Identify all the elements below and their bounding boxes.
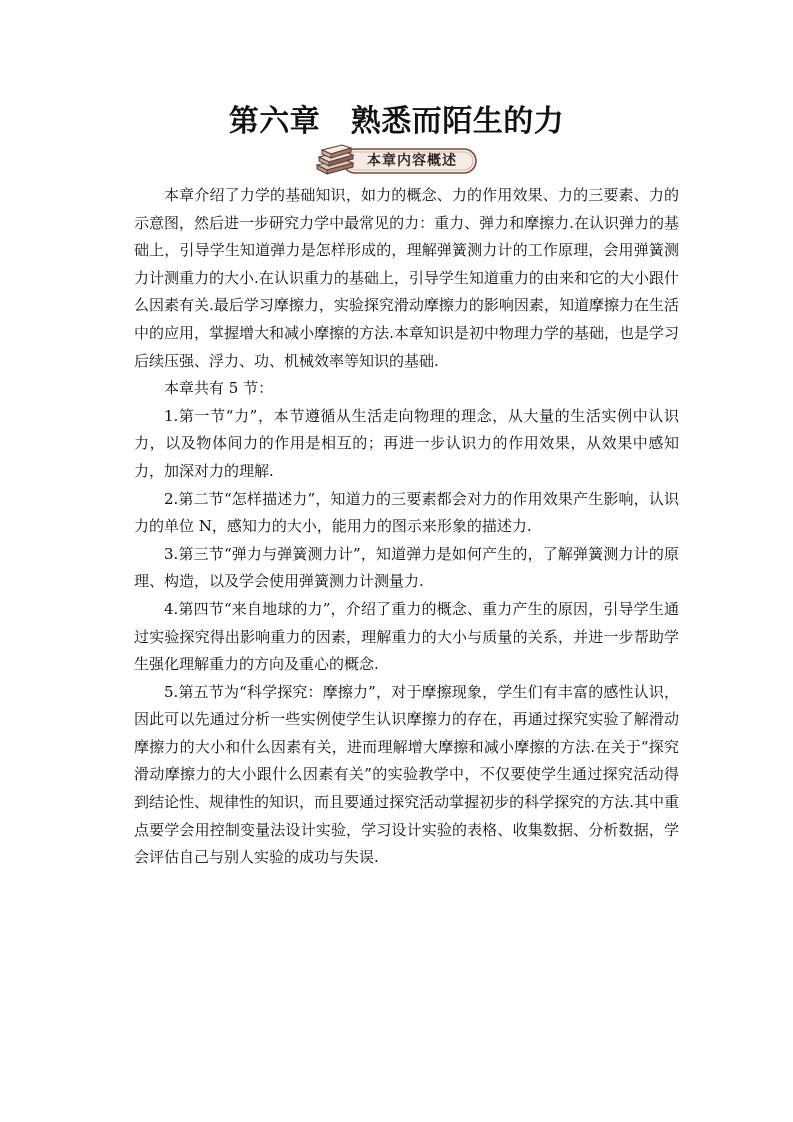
paragraph: 本章共有 5 节： bbox=[164, 379, 274, 398]
paragraph: 本章介绍了力学的基础知识，如力的概念、力的作用效果、力的三要素、力的示意图，然后进一步研究力学中最常见的力：重力、弹力和摩擦力.在认识弹力的基础上，引导学生知道弹力是怎样形成的，理解弹簧测力计的工作原理，会用弹簧测力计测重力的大小.在认识重力的基础上，引导学生知道重力的由来和它的大小跟什么因素有关.最后学习摩擦力，实验探究滑动摩擦力的影响因素，知道摩擦力在生活中的应用，掌握增大和减小摩擦的方法.本章知识是初中物理力学的基础，也是学习后续压强、浮力、功、机械效率等知识的基础. bbox=[134, 186, 679, 370]
chapter-overview-text bbox=[134, 182, 679, 872]
section-banner bbox=[313, 143, 479, 177]
paragraph: 3.第三节“弹力与弹簧测力计”，知道弹力是如何产生的，了解弹簧测力计的原理、构造，以及学会使用弹簧测力计测量力. bbox=[134, 544, 679, 591]
banner-label: 本章内容概述 bbox=[367, 153, 457, 169]
paragraph: 5.第五节为“科学探究：摩擦力”，对于摩擦现象，学生们有丰富的感性认识，因此可以先通过分析一些实例使学生认识摩擦力的存在，再通过探究实验了解滑动摩擦力的大小和什么因素有关，进而理解增大摩擦和减小摩擦的方法.在关于“探究滑动摩擦力的大小跟什么因素有关”的实验教学中，不仅要使学生通过探究活动得到结论性、规律性的知识，而且要通过探究活动掌握初步的科学探究的方法.其中重点要学会用控制变量法设计实验，学习设计实验的表格、收集数据、分析数据，学会评估自己与别人实验的成功与失误. bbox=[134, 682, 679, 867]
paragraph: 2.第二节“怎样描述力”，知道力的三要素都会对力的作用效果产生影响，认识力的单位 N，感知力的大小，能用力的图示来形象的描述力. bbox=[134, 489, 679, 536]
paragraph: 1.第一节“力”，本节遵循从生活走向物理的理念，从大量的生活实例中认识力，以及物体间力的作用是相互的；再进一步认识力的作用效果，从效果中感知力，加深对力的理解. bbox=[134, 406, 679, 480]
chapter-title: 第六章 熟悉而陌生的力 bbox=[228, 104, 565, 139]
paragraph: 4.第四节“来自地球的力”，介绍了重力的概念、重力产生的原因，引导学生通过实验探究得出影响重力的因素，理解重力的大小与质量的关系，并进一步帮助学生强化理解重力的方向及重心的概念. bbox=[134, 599, 679, 674]
